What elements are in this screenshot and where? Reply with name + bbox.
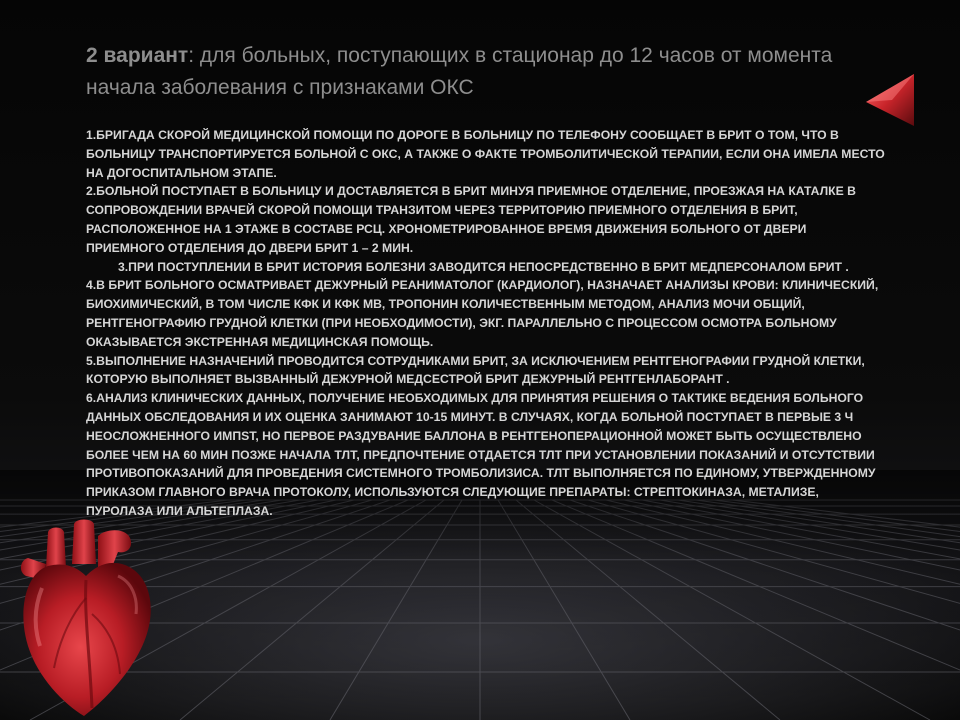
anatomical-heart-icon bbox=[14, 518, 164, 720]
paragraph-5: 5.ВЫПОЛНЕНИЕ НАЗНАЧЕНИЙ ПРОВОДИТСЯ СОТРУДНИКАМИ БРИТ, ЗА ИСКЛЮЧЕНИЕМ РЕНТГЕНОГРАФИИ ГРУДНОЙ КЛЕТКИ, КОТОРУЮ ВЫПОЛНЯЕТ ВЫЗВАННЫЙ ДЕЖУРНОЙ МЕДСЕСТРОЙ БРИТ ДЕЖУРНЫЙ РЕНТГЕНЛАБОРАНТ . bbox=[86, 353, 865, 387]
paragraph-2: 2.БОЛЬНОЙ ПОСТУПАЕТ В БОЛЬНИЦУ И ДОСТАВЛЯЕТСЯ В БРИТ МИНУЯ ПРИЕМНОЕ ОТДЕЛЕНИЕ, ПРОЕЗЖАЯ НА КАТАЛКЕ В СОПРОВОЖДЕНИИ ВРАЧЕЙ СКОРОЙ ПОМОЩИ ТРАНЗИТОМ ЧЕРЕЗ ТЕРРИТОРИЮ ПРИЕМНОГО ОТДЕЛЕНИЯ В БРИТ, РАСПОЛОЖЕННОЕ НА 1 ЭТАЖЕ В СОСТАВЕ РСЦ. ХРОНОМЕТРИРОВАННОЕ ВРЕМЯ ДВИЖЕНИЯ БОЛЬНОГО ОТ ДВЕРИ ПРИЕМНОГО ОТДЕЛЕНИЯ ДО ДВЕРИ БРИТ 1 – 2 МИН. bbox=[86, 184, 856, 255]
paragraph-6: 6.АНАЛИЗ КЛИНИЧЕСКИХ ДАННЫХ, ПОЛУЧЕНИЕ НЕОБХОДИМЫХ ДЛЯ ПРИНЯТИЯ РЕШЕНИЯ О ТАКТИКЕ ВЕДЕНИЯ БОЛЬНОГО ДАННЫХ ОБСЛЕДОВАНИЯ И ИХ ОЦЕНКА ЗАНИМАЮТ 10-15 МИНУТ. В СЛУЧАЯХ, КОГДА БОЛЬНОЙ ПОСТУПАЕТ В ПЕРВЫЕ 3 Ч НЕОСЛОЖНЕННОГО ИМПST, НО ПЕРВОЕ РАЗДУВАНИЕ БАЛЛОНА В РЕНТГЕНОПЕРАЦИОННОЙ МОЖЕТ БЫТЬ ОСУЩЕСТВЛЕНО БОЛЕЕ ЧЕМ НА 60 МИН ПОЗЖЕ НАЧАЛА ТЛТ, ПРЕДПОЧТЕНИЕ ОТДАЕТСЯ ТЛТ ПРИ УСТАНОВЛЕНИИ ПОКАЗАНИЙ И ОТСУТСТВИИ ПРОТИВОПОКАЗАНИЙ ДЛЯ ПРОВЕДЕНИЯ СИСТЕМНОГО ТРОМБОЛИЗИСА. ТЛТ ВЫПОЛНЯЕТСЯ ПО ЕДИНОМУ, УТВЕРЖДЕННОМУ ПРИКАЗОМ ГЛАВНОГО ВРАЧА ПРОТОКОЛУ, ИСПОЛЬЗУЮТСЯ СЛЕДУЮЩИЕ ПРЕПАРАТЫ: СТРЕПТОКИНАЗА, МЕТАЛИЗЕ, ПУРОЛАЗА ИЛИ АЛЬТЕПЛАЗА. bbox=[86, 391, 876, 518]
red-triangle-left-icon bbox=[862, 70, 918, 130]
paragraph-4: 4.В БРИТ БОЛЬНОГО ОСМАТРИВАЕТ ДЕЖУРНЫЙ РЕАНИМАТОЛОГ (КАРДИОЛОГ), НАЗНАЧАЕТ АНАЛИЗЫ КРОВИ: КЛИНИЧЕСКИЙ, БИОХИМИЧЕСКИЙ, В ТОМ ЧИСЛЕ КФК И КФК МВ, ТРОПОНИН КОЛИЧЕСТВЕННЫМ МЕТОДОМ, АНАЛИЗ МОЧИ ОБЩИЙ, РЕНТГЕНОГРАФИЮ ГРУДНОЙ КЛЕТКИ (ПРИ НЕОБХОДИМОСТИ), ЭКГ. ПАРАЛЛЕЛЬНО С ПРОЦЕССОМ ОСМОТРА БОЛЬНОМУ ОКАЗЫВАЕТСЯ ЭКСТРЕННАЯ МЕДИЦИНСКАЯ ПОМОЩЬ. bbox=[86, 278, 879, 349]
title-prefix: 2 вариант bbox=[86, 44, 189, 67]
slide-title bbox=[86, 40, 886, 104]
paragraph-1: 1.БРИГАДА СКОРОЙ МЕДИЦИНСКОЙ ПОМОЩИ ПО ДОРОГЕ В БОЛЬНИЦУ ПО ТЕЛЕФОНУ СООБЩАЕТ В БРИТ О ТОМ, ЧТО В БОЛЬНИЦУ ТРАНСПОРТИРУЕТСЯ БОЛЬНОЙ С ОКС, А ТАКЖЕ О ФАКТЕ ТРОМБОЛИТИЧЕСКОЙ ТЕРАПИИ, ЕСЛИ ОНА ИМЕЛА МЕСТО НА ДОГОСПИТАЛЬНОМ ЭТАПЕ. bbox=[86, 128, 885, 180]
title-rest: : для больных, поступающих в стационар до 12 часов от момента начала заболевания с признаками ОКС bbox=[86, 44, 833, 99]
paragraph-3: 3.ПРИ ПОСТУПЛЕНИИ В БРИТ ИСТОРИЯ БОЛЕЗНИ ЗАВОДИТСЯ НЕПОСРЕДСТВЕННО В БРИТ МЕДПЕРСОНАЛОМ БРИТ . bbox=[118, 259, 849, 274]
slide-body bbox=[86, 126, 886, 521]
